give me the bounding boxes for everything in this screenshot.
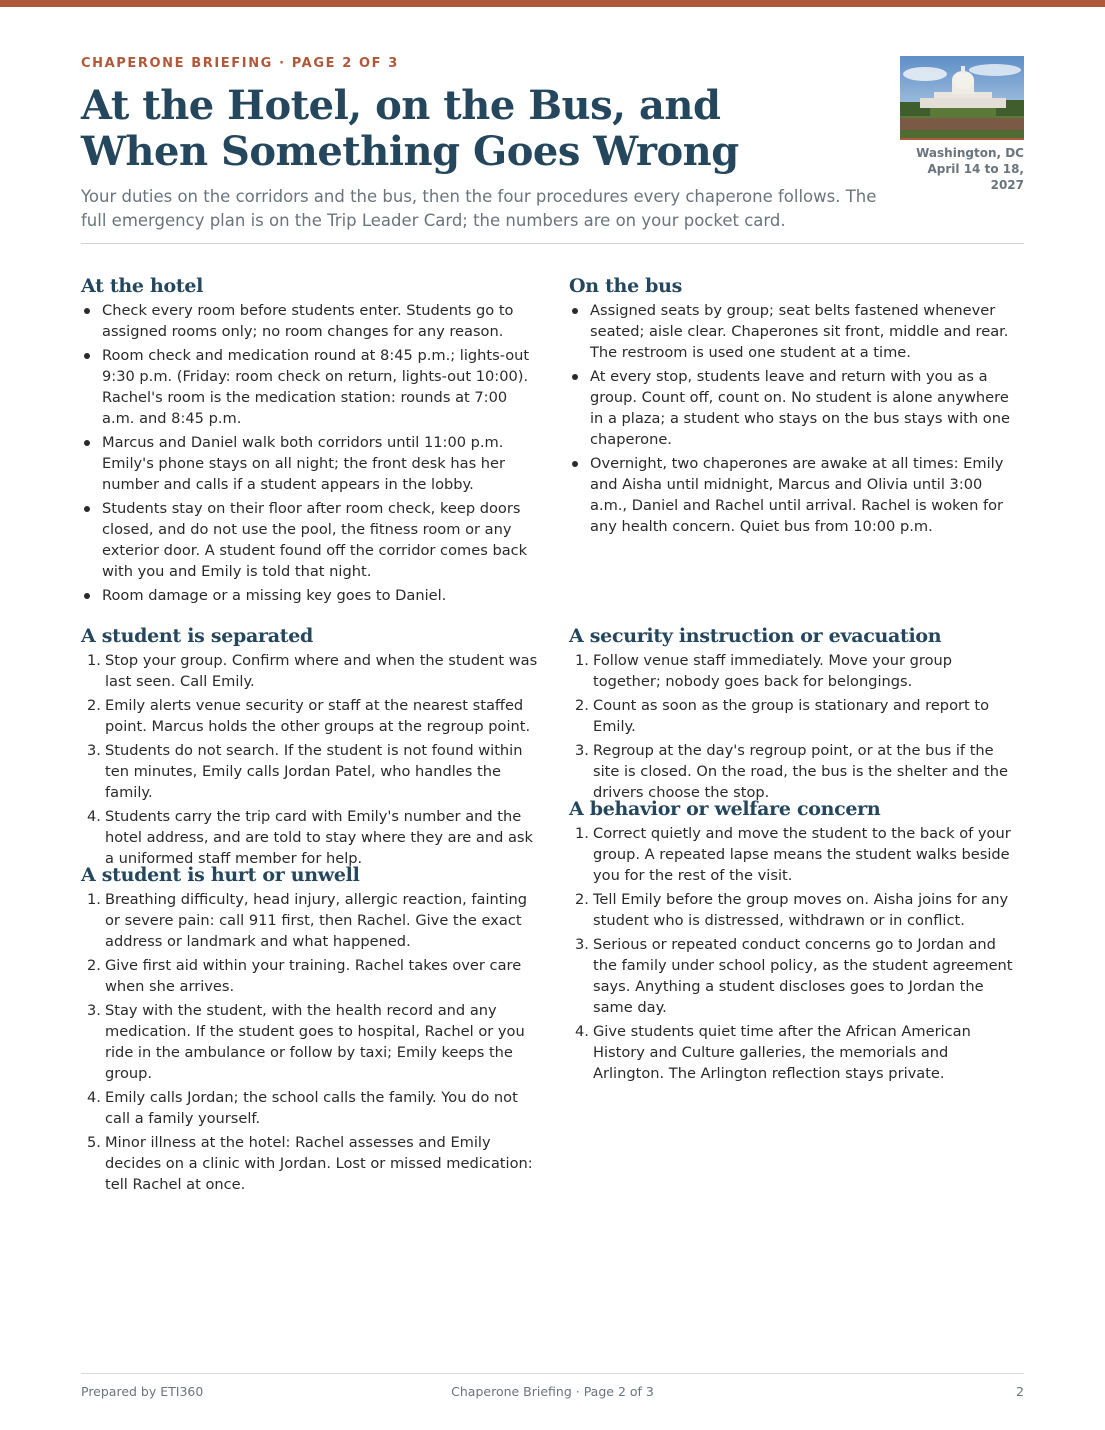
photo-caption-location: Washington, DC	[916, 146, 1024, 160]
photo-caption	[900, 145, 1024, 193]
list-item: Room check and medication round at 8:45 p.m.; lights-out 9:30 p.m. (Friday: room check on return, lights-out 10:00). Rachel's room is the medication station: rounds at 7:00 a.m. and 8:45 p.m.	[81, 345, 541, 429]
list-item: 3. Students do not search. If the student is not found within ten minutes, Emily calls Jordan Patel, who handles the family.	[87, 742, 523, 801]
list-item: 4. Emily calls Jordan; the school calls the family. You do not call a family yourself.	[87, 1089, 518, 1127]
footer-divider	[81, 1373, 1024, 1374]
bus-list	[569, 300, 1024, 537]
list-item: Assigned seats by group; seat belts fastened whenever seated; aisle clear. Chaperones sit front, middle and rear. The restroom is used one student at a time.	[569, 300, 1024, 363]
section-heading: A behavior or welfare concern	[569, 798, 881, 820]
hotel-list	[81, 300, 541, 606]
page-header	[81, 56, 1024, 233]
footer-title: Chaperone Briefing · Page 2 of 3	[451, 1384, 654, 1399]
section-at-the-hotel	[81, 274, 541, 609]
section-heading: A student is separated	[81, 625, 314, 647]
photo-caption-dates: April 14 to 18, 2027	[927, 162, 1024, 192]
list-item: 2. Tell Emily before the group moves on. Aisha joins for any student who is distressed, withdrawn or in conflict.	[575, 891, 1009, 929]
list-item: 3. Regroup at the day's regroup point, or at the bus if the site is closed. On the road, the bus is the shelter and the drivers choose the stop.	[575, 742, 1008, 801]
list-item: Overnight, two chaperones are awake at all times: Emily and Aisha until midnight, Marcus and Olivia until 3:00 a.m., Daniel and Rachel until arrival. Rachel is woken for any health concern. Quiet bus from 10:00 p.m.	[569, 453, 1024, 537]
footer-page-number: 2	[1016, 1384, 1024, 1399]
separated-list	[81, 650, 541, 869]
behavior-list	[569, 823, 1024, 1084]
top-accent-bar	[0, 0, 1105, 7]
list-item: 3. Stay with the student, with the health record and any medication. If the student goes to hospital, Rachel or you ride in the ambulance or follow by taxi; Emily keeps the group.	[87, 1002, 525, 1082]
list-item: 4. Students carry the trip card with Emily's number and the hotel address, and are told to stay where they are and ask a uniformed staff member for help.	[87, 808, 533, 867]
hurt-list	[81, 889, 541, 1195]
list-item: Check every room before students enter. Students go to assigned rooms only; no room changes for any reason.	[81, 300, 541, 342]
section-heading: A student is hurt or unwell	[81, 864, 360, 886]
list-item: 1. Follow venue staff immediately. Move your group together; nobody goes back for belongings.	[575, 652, 953, 690]
section-behavior-welfare	[569, 797, 1024, 1087]
section-student-hurt	[81, 863, 541, 1198]
list-item: 2. Count as soon as the group is stationary and report to Emily.	[575, 697, 990, 735]
section-heading: At the hotel	[81, 275, 204, 297]
list-item: 1. Breathing difficulty, head injury, allergic reaction, fainting or severe pain: call 911 first, then Rachel. Give the exact address or landmark and what happened.	[87, 891, 528, 950]
list-item: At every stop, students leave and return with you as a group. Count off, count on. No student is alone anywhere in a plaza; a student who stays on the bus stays with one chaperone.	[569, 366, 1024, 450]
list-item: Marcus and Daniel walk both corridors until 11:00 p.m. Emily's phone stays on all night; the front desk has her number and calls if a student appears in the lobby.	[81, 432, 541, 495]
list-item: 3. Serious or repeated conduct concerns go to Jordan and the family under school policy, as the student agreement says. Anything a student discloses goes to Jordan the same day.	[575, 936, 1013, 1016]
section-heading: On the bus	[569, 275, 683, 297]
section-heading: A security instruction or evacuation	[569, 625, 942, 647]
list-item: 5. Minor illness at the hotel: Rachel assesses and Emily decides on a clinic with Jordan. Lost or missed medication: tell Rachel at once.	[87, 1134, 533, 1193]
page-kicker: CHAPERONE BRIEFING · PAGE 2 OF 3	[81, 56, 399, 71]
section-on-the-bus	[569, 274, 1024, 540]
list-item: Room damage or a missing key goes to Daniel.	[81, 585, 541, 606]
capitol-photo	[900, 56, 1024, 140]
list-item: 2. Emily alerts venue security or staff at the nearest staffed point. Marcus holds the other groups at the regroup point.	[87, 697, 531, 735]
section-student-separated	[81, 624, 541, 872]
page-subtitle: Your duties on the corridors and the bus, then the four procedures every chaperone follows. The full emergency plan is on the Trip Leader Card; the numbers are on your pocket card.	[81, 187, 877, 230]
list-item: 4. Give students quiet time after the African American History and Culture galleries, the memorials and Arlington. The Arlington reflection stays private.	[575, 1023, 971, 1082]
security-list	[569, 650, 1024, 803]
capitol-photo-block	[900, 56, 1024, 193]
list-item: 2. Give first aid within your training. Rachel takes over care when she arrives.	[87, 957, 522, 995]
header-divider	[81, 243, 1024, 244]
section-security-evacuation	[569, 624, 1024, 806]
footer-prepared-by: Prepared by ETI360	[81, 1384, 204, 1399]
list-item: 1. Correct quietly and move the student to the back of your group. A repeated lapse means the student walks beside you for the rest of the visit.	[575, 825, 1011, 884]
list-item: Students stay on their floor after room check, keep doors closed, and do not use the pool, the fitness room or any exterior door. A student found off the corridor comes back with you and Emily is told that night.	[81, 498, 541, 582]
list-item: 1. Stop your group. Confirm where and when the student was last seen. Call Emily.	[87, 652, 538, 690]
page-title: At the Hotel, on the Bus, and When Something Goes Wrong	[81, 82, 739, 175]
